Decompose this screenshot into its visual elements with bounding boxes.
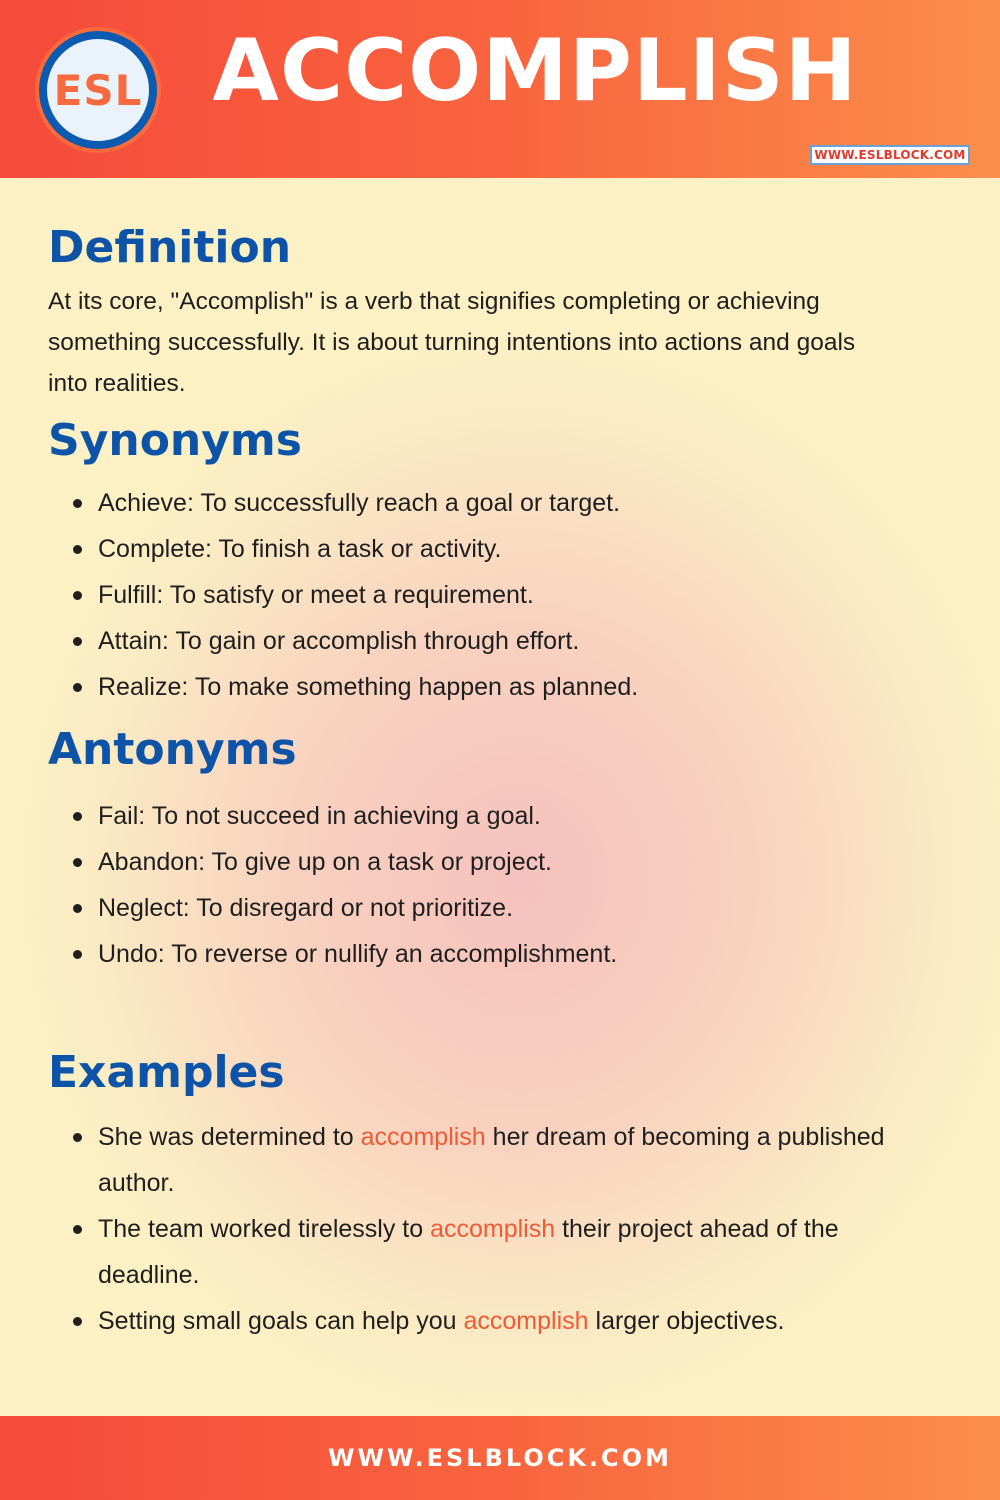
bullet-icon — [73, 637, 82, 646]
esl-logo — [35, 27, 161, 153]
synonyms-list — [48, 480, 948, 710]
header-banner — [0, 0, 1000, 178]
list-item: The team worked tirelessly to accomplish their project ahead of the deadline. — [48, 1206, 948, 1298]
examples-heading: Examples — [48, 1047, 285, 1098]
list-item: Attain: To gain or accomplish through effort. — [48, 618, 948, 664]
definition-heading: Definition — [48, 222, 292, 273]
definition-line: At its core, "Accomplish" is a verb that signifies completing or achieving — [48, 288, 820, 315]
highlight-word: accomplish — [463, 1307, 589, 1335]
bullet-icon — [73, 1133, 82, 1142]
bullet-icon — [73, 1317, 82, 1326]
bullet-icon — [73, 904, 82, 913]
list-item: Neglect: To disregard or not prioritize. — [48, 885, 948, 931]
bullet-icon — [73, 591, 82, 600]
highlight-word: accomplish — [430, 1215, 556, 1243]
examples-list — [48, 1114, 948, 1344]
url-badge[interactable]: WWW.ESLBLOCK.COM — [810, 145, 970, 165]
list-item: Setting small goals can help you accomplish larger objectives. — [48, 1298, 948, 1344]
highlight-word: accomplish — [360, 1123, 486, 1151]
list-item: Realize: To make something happen as planned. — [48, 664, 948, 710]
bullet-icon — [73, 812, 82, 821]
list-item: Achieve: To successfully reach a goal or target. — [48, 480, 948, 526]
definition-line: something successfully. It is about turning intentions into actions and goals — [48, 329, 856, 356]
footer-url[interactable]: WWW.ESLBLOCK.COM — [328, 1444, 672, 1472]
definition-text — [48, 281, 948, 404]
bullet-icon — [73, 499, 82, 508]
bullet-icon — [73, 683, 82, 692]
list-item: Undo: To reverse or nullify an accomplishment. — [48, 931, 948, 977]
footer-banner — [0, 1416, 1000, 1500]
list-item: She was determined to accomplish her dream of becoming a published author. — [48, 1114, 948, 1206]
list-item: Fulfill: To satisfy or meet a requirement. — [48, 572, 948, 618]
bullet-icon — [73, 545, 82, 554]
bullet-icon — [73, 950, 82, 959]
definition-line: into realities. — [48, 370, 186, 397]
page-title: ACCOMPLISH — [212, 21, 858, 121]
bullet-icon — [73, 1225, 82, 1234]
synonyms-heading: Synonyms — [48, 415, 302, 466]
antonyms-list — [48, 793, 948, 977]
list-item: Fail: To not succeed in achieving a goal. — [48, 793, 948, 839]
antonyms-heading: Antonyms — [48, 724, 297, 775]
bullet-icon — [73, 858, 82, 867]
list-item: Abandon: To give up on a task or project. — [48, 839, 948, 885]
logo-text: ESL — [53, 65, 143, 115]
list-item: Complete: To finish a task or activity. — [48, 526, 948, 572]
